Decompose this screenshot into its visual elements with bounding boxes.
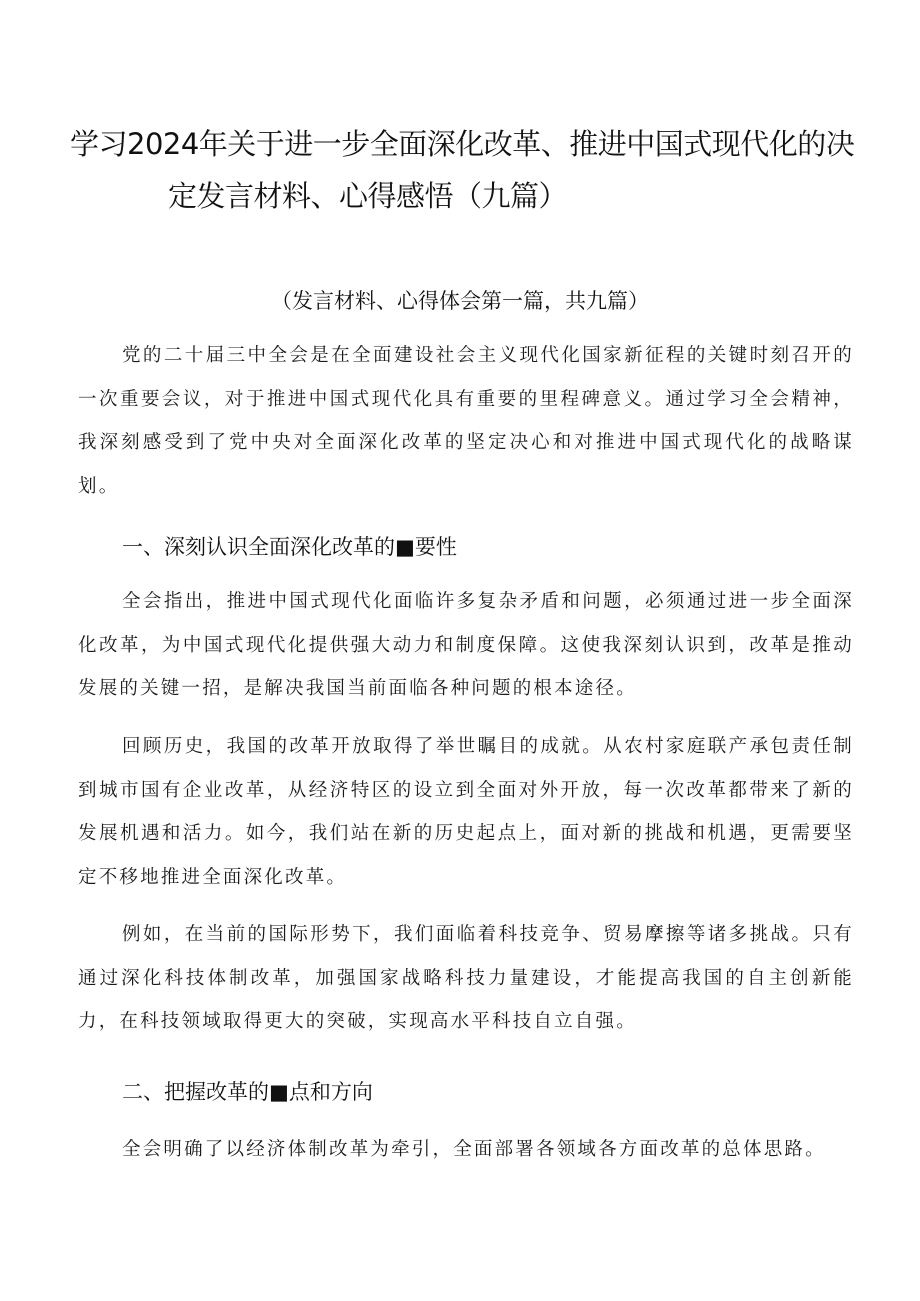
document-title [70, 118, 870, 222]
paragraph-section1-1: 全会指出，推进中国式现代化面临许多复杂矛盾和问题，必须通过进一步全面深化改革，为中国式现代化提供强大动力和制度保障。这使我深刻认识到，改革是推动发展的关键一招，是解决我国当前面临各种问题的根本途径。 [78, 591, 854, 699]
paragraph-intro: 党的二十届三中全会是在全面建设社会主义现代化国家新征程的关键时刻召开的一次重要会议，对于推进中国式现代化具有重要的里程碑意义。通过学习全会精神，我深刻感受到了党中央对全面深化改革的坚定决心和对推进中国式现代化的战略谋划。 [78, 345, 854, 497]
section-heading-2: 二、把握改革的■点和方向 [122, 1080, 373, 1104]
paragraph-section1-2: 回顾历史，我国的改革开放取得了举世瞩目的成就。从农村家庭联产承包责任制到城市国有企业改革，从经济特区的设立到全面对外开放，每一次改革都带来了新的发展机遇和活力。如今，我们站在新的历史起点上，面对新的挑战和机遇，更需要坚定不移地推进全面深化改革。 [78, 736, 854, 888]
paragraph-section2-1: 全会明确了以经济体制改革为牵引，全面部署各领域各方面改革的总体思路。 [122, 1139, 826, 1160]
title-line-1: 学习2024年关于进一步全面深化改革、推进中国式现代化的决 [70, 127, 855, 161]
section-heading-1: 一、深刻认识全面深化改革的■要性 [122, 535, 457, 559]
title-line-2: 定发言材料、心得感悟（九篇） [168, 179, 568, 213]
document-subtitle: （发言材料、心得体会第一篇，共九篇） [271, 289, 649, 313]
paragraph-section1-3: 例如，在当前的国际形势下，我们面临着科技竞争、贸易摩擦等诸多挑战。只有通过深化科技体制改革，加强国家战略科技力量建设，才能提高我国的自主创新能力，在科技领域取得更大的突破，实现高水平科技自立自强。 [78, 924, 854, 1032]
